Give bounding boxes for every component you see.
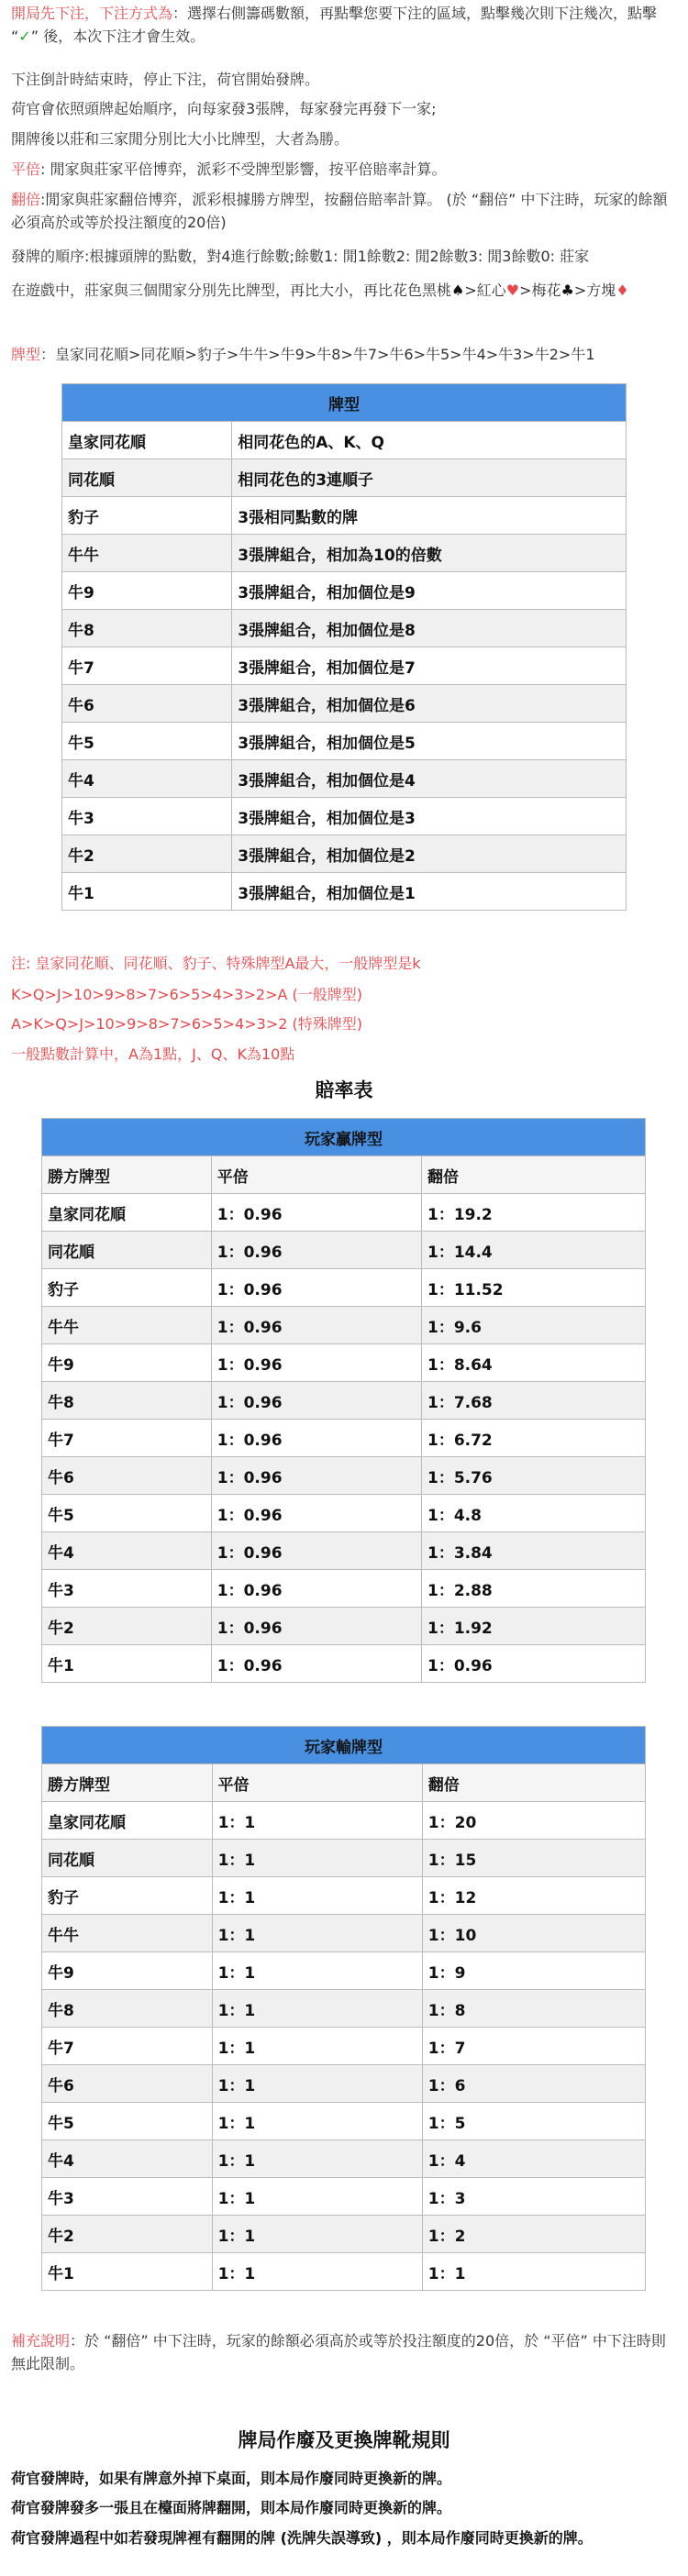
table-cell: 牛7 [42, 2028, 213, 2065]
table-cell: 牛4 [62, 760, 232, 798]
hand-type-table [61, 383, 627, 911]
table-cell: 牛1 [62, 873, 232, 911]
table-cell: 1：4.8 [421, 1495, 645, 1532]
table-cell: 3張相同點數的牌 [232, 497, 627, 535]
column-header: 翻倍 [421, 1156, 645, 1194]
table-cell: 1：11.52 [421, 1269, 645, 1307]
table-cell: 1：1 [212, 1952, 422, 1990]
table-cell: 1：1.92 [421, 1608, 645, 1645]
club-icon: ♣ [560, 282, 574, 299]
table-cell: 3張牌組合，相加個位是5 [232, 723, 627, 760]
heart-icon: ♥ [505, 282, 520, 299]
table-row [42, 1952, 646, 1990]
win-table-header: 玩家贏牌型 [42, 1119, 646, 1156]
table-cell: 牛8 [42, 1990, 213, 2028]
column-header-row [42, 1764, 646, 1802]
table-cell: 1：1 [212, 2065, 422, 2103]
table-cell: 牛1 [42, 2253, 213, 2291]
table-row [62, 723, 627, 760]
table-row [62, 647, 627, 685]
table-row [42, 1194, 646, 1232]
odds-title: 賠率表 [315, 1079, 373, 1101]
lose-table-header: 玩家輸牌型 [42, 1727, 646, 1764]
table-row [42, 2178, 646, 2216]
table-row [62, 497, 627, 535]
column-header: 翻倍 [422, 1764, 645, 1802]
table-row [42, 1232, 646, 1269]
table-cell: 3張牌組合，相加個位是9 [232, 572, 627, 610]
table-row [62, 760, 627, 798]
table-cell: 1：6.72 [421, 1420, 645, 1457]
spade-icon: ♠ [451, 282, 465, 299]
table-cell: 3張牌組合，相加個位是6 [232, 685, 627, 723]
compare-text-d: >方塊 [573, 282, 616, 299]
table-row [42, 1915, 646, 1952]
betting-method-tail: ” 後，本次下注才會生效。 [30, 28, 205, 45]
table-cell: 1：0.96 [211, 1608, 421, 1645]
table-cell: 牛9 [42, 1952, 213, 1990]
table-cell: 牛9 [42, 1344, 212, 1382]
intro-double-bet [11, 188, 679, 234]
void-rule-3: 荷官發牌過程中如若發現牌裡有翻開的牌 (洗牌失誤導致) ，則本局作廢同時更換新的牌。 [11, 2529, 593, 2547]
void-rule-1: 荷官發牌時，如果有牌意外掉下桌面，則本局作廢同時更換新的牌。 [11, 2470, 452, 2487]
table-row [42, 2065, 646, 2103]
table-row [62, 535, 627, 572]
table-cell: 牛3 [42, 1570, 212, 1608]
column-header: 平倍 [211, 1156, 421, 1194]
table-cell: 1：10 [422, 1915, 645, 1952]
table-cell: 同花順 [62, 459, 232, 497]
supplement-label: 補充說明 [11, 2332, 71, 2349]
table-row [42, 2103, 646, 2140]
compare-text-a: 在遊戲中，莊家與三個閒家分別先比牌型，再比大小，再比花色黑桃 [11, 282, 452, 299]
table-cell: 1：0.96 [211, 1344, 421, 1382]
table-row [62, 873, 627, 911]
table-row [62, 422, 627, 459]
table-cell: 1：1 [212, 2178, 422, 2216]
table-cell: 牛牛 [42, 1307, 212, 1344]
table-cell: 1：1 [212, 1990, 422, 2028]
table-row [42, 1990, 646, 2028]
table-cell: 牛7 [62, 647, 232, 685]
table-cell: 3張牌組合，相加個位是4 [232, 760, 627, 798]
table-row [42, 2140, 646, 2178]
table-cell: 牛8 [62, 610, 232, 647]
table-cell: 同花順 [42, 1840, 213, 1877]
table-row [62, 572, 627, 610]
table-cell: 牛3 [42, 2178, 213, 2216]
table-row [42, 2216, 646, 2253]
table-row [42, 1802, 646, 1840]
table-cell: 1：1 [212, 2028, 422, 2065]
intro-betting [11, 2, 679, 48]
table-cell: 1：1 [212, 1802, 422, 1840]
table-cell: 1：1 [212, 1877, 422, 1915]
table-cell: 牛4 [42, 1532, 212, 1570]
table-row [42, 1344, 646, 1382]
column-header: 勝方牌型 [42, 1156, 212, 1194]
table-row [42, 1495, 646, 1532]
table-row [42, 1382, 646, 1420]
table-cell: 1：0.96 [211, 1307, 421, 1344]
hand-ranking-text: ：皇家同花順>同花順>豹子>牛牛>牛9>牛8>牛7>牛6>牛5>牛4>牛3>牛2>牛1 [40, 346, 595, 363]
table-cell: 1：7 [422, 2028, 645, 2065]
table-cell: 1：1 [212, 2103, 422, 2140]
table-cell: 1：0.96 [211, 1382, 421, 1420]
table-cell: 牛3 [62, 798, 232, 835]
table-cell: 1：2 [422, 2216, 645, 2253]
table-row [42, 1840, 646, 1877]
table-cell: 皇家同花順 [42, 1194, 212, 1232]
table-row [42, 1608, 646, 1645]
note-line1: 注: 皇家同花順、同花順、豹子、特殊牌型A最大，一般牌型是k [11, 955, 421, 972]
table-cell: 3張牌組合，相加個位是3 [232, 798, 627, 835]
intro-compare-order [11, 279, 679, 302]
intro-flat-bet [11, 158, 679, 181]
table-row [62, 685, 627, 723]
table-cell: 1：5.76 [421, 1457, 645, 1495]
table-cell: 1：1 [212, 2253, 422, 2291]
table-cell: 1：3 [422, 2178, 645, 2216]
table-cell: 1：9 [422, 1952, 645, 1990]
double-bet-text: :閒家與莊家翻倍博弈，派彩根據勝方牌型，按翻倍賠率計算。 (於 “翻倍” 中下注時，玩家的餘額必須高於或等於投注額度的20倍) [11, 191, 668, 231]
double-bet-label: 翻倍 [11, 191, 41, 208]
table-row [42, 1645, 646, 1683]
supplement-text: ：於 “翻倍” 中下注時，玩家的餘額必須高於或等於投注額度的20倍，於 “平倍” 中下注時則無此限制。 [11, 2332, 666, 2372]
table-cell: 1：0.96 [421, 1645, 645, 1683]
table-cell: 1：0.96 [211, 1269, 421, 1307]
table-row [42, 1532, 646, 1570]
table-cell: 牛5 [62, 723, 232, 760]
hand-ranking-label: 牌型 [11, 346, 41, 363]
intro-line3: 荷官會依照頭牌起始順序，向每家發3張牌，每家發完再發下一家; [11, 100, 437, 117]
table-row [42, 1570, 646, 1608]
flat-bet-label: 平倍 [11, 160, 41, 178]
table-cell: 3張牌組合，相加個位是2 [232, 835, 627, 873]
table-cell: 相同花色的3連順子 [232, 459, 627, 497]
table-cell: 1：9.6 [421, 1307, 645, 1344]
table-cell: 3張牌組合，相加個位是1 [232, 873, 627, 911]
betting-method-text: ：選擇右側籌碼數額，再點擊您要下注的區域，點擊幾次則下注幾次，點擊 “ [11, 5, 658, 45]
table-cell: 1：1 [212, 2140, 422, 2178]
note-line3: A>K>Q>J>10>9>8>7>6>5>4>3>2 (特殊牌型) [11, 1015, 362, 1033]
table-cell: 1：14.4 [421, 1232, 645, 1269]
note-line2: K>Q>J>10>9>8>7>6>5>4>3>2>A (一般牌型) [11, 986, 362, 1003]
table-cell: 1：19.2 [421, 1194, 645, 1232]
table-cell: 同花順 [42, 1232, 212, 1269]
table-cell: 豹子 [42, 1877, 213, 1915]
table-cell: 1：0.96 [211, 1570, 421, 1608]
table-cell: 1：7.68 [421, 1382, 645, 1420]
table-cell: 牛5 [42, 1495, 212, 1532]
table-cell: 1：0.96 [211, 1420, 421, 1457]
table-row [62, 798, 627, 835]
table-cell: 1：1 [212, 2216, 422, 2253]
confirm-check-icon: ✓ [18, 28, 31, 45]
table-cell: 牛7 [42, 1420, 212, 1457]
diamond-icon: ♦ [616, 282, 629, 299]
table-row [42, 2253, 646, 2291]
note-line4: 一般點數計算中，A為1點，J、Q、K為10點 [11, 1045, 295, 1063]
table-row [62, 459, 627, 497]
compare-text-c: >梅花 [519, 282, 561, 299]
table-cell: 牛6 [62, 685, 232, 723]
betting-method-label: 開局先下注，下注方式為 [11, 5, 173, 22]
intro-deal-order: 發牌的順序:根據頭牌的點數，對4進行餘數;餘數1: 閒1餘數2: 閒2餘數3: 閒3餘數0: 莊家 [11, 248, 590, 265]
intro-line4: 開牌後以莊和三家閒分別比大小比牌型，大者為勝。 [11, 130, 350, 148]
table-cell: 牛2 [42, 2216, 213, 2253]
table-cell: 1：0.96 [211, 1457, 421, 1495]
table-cell: 牛6 [42, 1457, 212, 1495]
flat-bet-text: : 閒家與莊家平倍博弈，派彩不受牌型影響，按平倍賠率計算。 [40, 160, 447, 178]
table-row [42, 1269, 646, 1307]
table-cell: 皇家同花順 [42, 1802, 213, 1840]
table-cell: 3張牌組合，相加個位是7 [232, 647, 627, 685]
table-cell: 1：12 [422, 1877, 645, 1915]
table-cell: 皇家同花順 [62, 422, 232, 459]
table-cell: 1：1 [422, 2253, 645, 2291]
table-cell: 1：5 [422, 2103, 645, 2140]
table-cell: 3張牌組合，相加個位是8 [232, 610, 627, 647]
void-rule-2: 荷官發牌發多一張且在檯面將牌翻開，則本局作廢同時更換新的牌。 [11, 2499, 452, 2516]
void-rules-title: 牌局作廢及更換牌靴規則 [238, 2429, 450, 2451]
table-cell: 1：8.64 [421, 1344, 645, 1382]
table-cell: 牛6 [42, 2065, 213, 2103]
table-cell: 牛2 [62, 835, 232, 873]
table-cell: 1：2.88 [421, 1570, 645, 1608]
table-cell: 相同花色的A、K、Q [232, 422, 627, 459]
table-cell: 牛8 [42, 1382, 212, 1420]
hand-table-header: 牌型 [62, 384, 627, 422]
table-cell: 1：1 [212, 1840, 422, 1877]
table-cell: 1：0.96 [211, 1645, 421, 1683]
column-header: 勝方牌型 [42, 1764, 213, 1802]
table-cell: 1：0.96 [211, 1194, 421, 1232]
table-row [42, 2028, 646, 2065]
table-cell: 豹子 [42, 1269, 212, 1307]
column-header-row [42, 1156, 646, 1194]
table-cell: 1：20 [422, 1802, 645, 1840]
table-cell: 牛牛 [42, 1915, 213, 1952]
table-cell: 1：0.96 [211, 1532, 421, 1570]
table-cell: 牛牛 [62, 535, 232, 572]
table-cell: 1：1 [212, 1915, 422, 1952]
table-cell: 牛2 [42, 1608, 212, 1645]
table-cell: 牛4 [42, 2140, 213, 2178]
table-cell: 1：8 [422, 1990, 645, 2028]
player-win-odds-table [41, 1118, 646, 1683]
table-cell: 牛5 [42, 2103, 213, 2140]
compare-text-b: >紅心 [464, 282, 506, 299]
table-cell: 1：4 [422, 2140, 645, 2178]
table-cell: 1：0.96 [211, 1495, 421, 1532]
intro-hand-ranking [11, 343, 679, 366]
table-row [42, 1877, 646, 1915]
table-row [42, 1420, 646, 1457]
supplement-note [11, 2329, 679, 2375]
table-row [62, 610, 627, 647]
table-cell: 牛9 [62, 572, 232, 610]
table-cell: 1：0.96 [211, 1232, 421, 1269]
intro-line2: 下注倒計時結束時，停止下注，荷官開始發牌。 [11, 71, 320, 88]
table-cell: 3張牌組合，相加為10的倍數 [232, 535, 627, 572]
table-cell: 豹子 [62, 497, 232, 535]
table-row [42, 1307, 646, 1344]
table-row [62, 835, 627, 873]
player-lose-odds-table [41, 1726, 646, 2291]
column-header: 平倍 [212, 1764, 422, 1802]
table-cell: 1：15 [422, 1840, 645, 1877]
table-row [42, 1457, 646, 1495]
table-cell: 1：3.84 [421, 1532, 645, 1570]
table-cell: 1：6 [422, 2065, 645, 2103]
table-cell: 牛1 [42, 1645, 212, 1683]
